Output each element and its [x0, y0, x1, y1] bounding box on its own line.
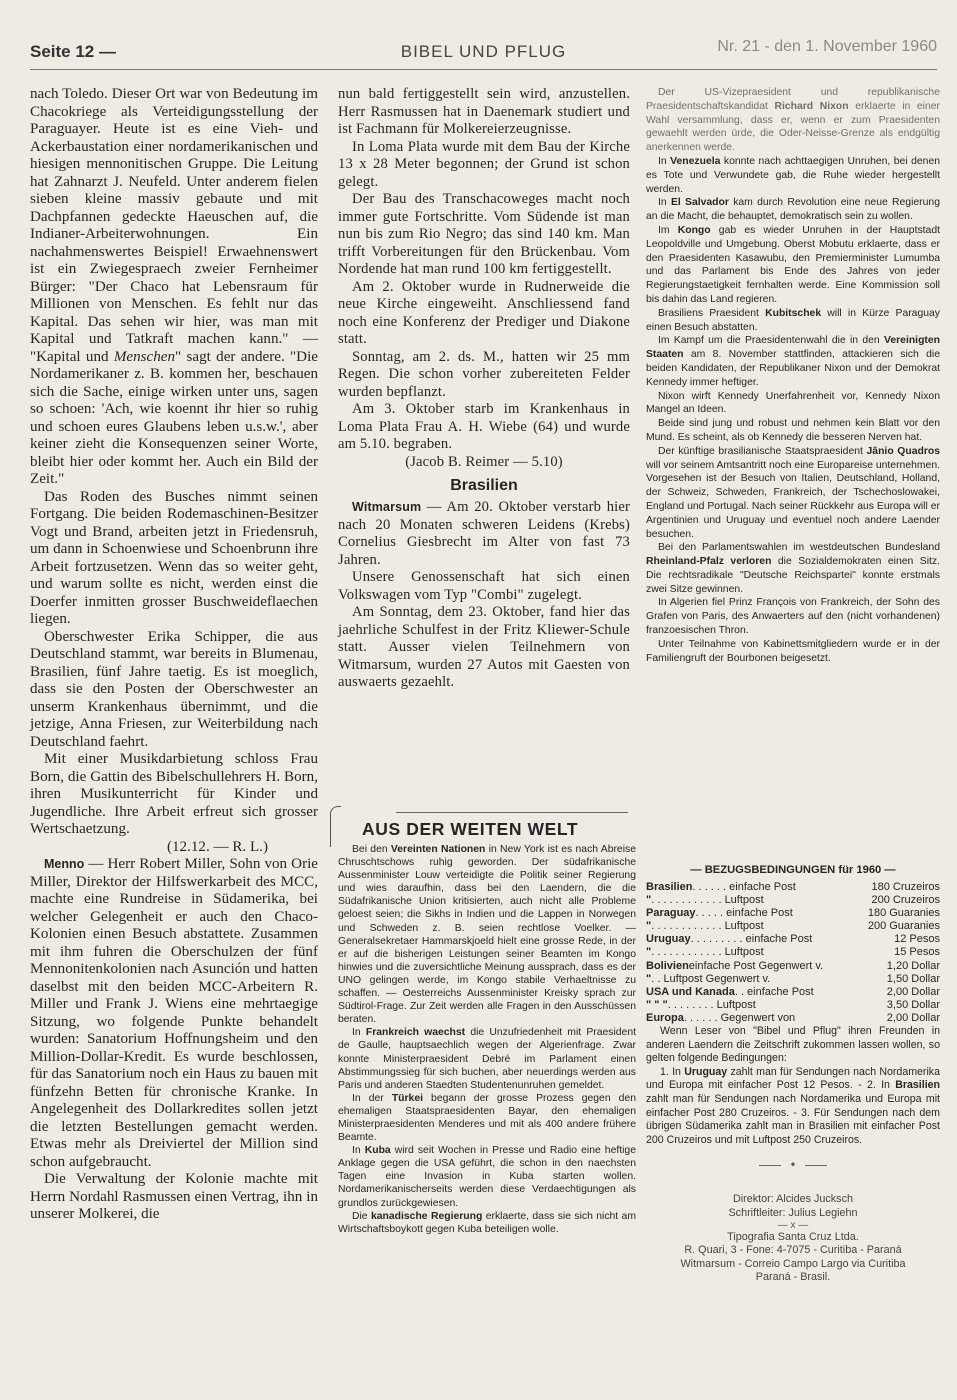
- paragraph: Das Roden des Busches nimmt seinen Fortgang. Die beiden Rodemaschinen-Besitzer Vogt und Brand, arbeiten jetzt in Friedensruh, um dann in Schoenwiese und Schoenbrunn ihre Arbeit fortzusetzen. Wenn das so weiter geht, und warum sollte es nicht, werden einst die Doerfer inmitten grosser Buschweideflaechen liegen.: [30, 488, 318, 627]
- section-heading-brasilien: Brasilien: [450, 477, 518, 494]
- header-rule: [30, 69, 937, 70]
- issue-date: Nr. 21 - den 1. November 1960: [717, 38, 937, 55]
- paragraph: Wenn Leser von "Bibel und Pflug" ihren Freunden in anderen Laendern die Zeitschrift zukommen lassen wollen, so gelten folgende Bedingungen:: [646, 1025, 940, 1065]
- paragraph: Am Sonntag, dem 23. Oktober, fand hier das jaehrliche Schulfest in der Fritz Kliewer-Schule statt. Ausser vielen Teilnehmern von Witmarsum, wurden 27 Autos mit Gaesten von auswaerts gezaehlt.: [338, 604, 630, 690]
- imprint-address: R. Quari, 3 - Fone: 4-7075 - Curitiba - Paraná: [684, 1244, 902, 1257]
- imprint-printer: Tipografia Santa Cruz Ltda.: [727, 1230, 859, 1243]
- subscription-box: [646, 864, 940, 1285]
- paragraph: Die Verwaltung der Kolonie machte mit Herrn Nordahl Rasmussen einen Vertrag, ihn in unserer Molkerei, die: [30, 1171, 318, 1222]
- rate-row: Brasilien . . . . . . einfache Post 180 Cruzeiros: [646, 881, 940, 893]
- section-rule: [396, 812, 628, 813]
- rate-row: Bolivien einfache Post Gegenwert v. 1,20 Dollar: [646, 959, 940, 972]
- page-header: [30, 36, 937, 66]
- paragraph: In Venezuela konnte nach achttaegigen Unruhen, bei denen es Tote und Verwundete gab, die Ruhe wieder hergestellt werden.: [646, 155, 941, 195]
- signature: (Jacob B. Reimer — 5.10): [405, 453, 563, 470]
- column-2: [338, 86, 630, 692]
- paragraph: Sonntag, am 2. ds. M., hatten wir 25 mm Regen. Die schon vorher zubereiteten Felder wurden bepflanzt.: [338, 348, 630, 400]
- place-lead: Witmarsum: [352, 500, 422, 514]
- rate-row: Uruguay . . . . . . . . . einfache Post 12 Pesos: [646, 933, 940, 946]
- imprint-separator: — x —: [777, 1219, 809, 1231]
- paragraph: Unsere Genossenschaft hat sich einen Volkswagen vom Typ "Combi" zugelegt.: [338, 569, 630, 603]
- rate-row: Europa . . . . . . Gegenwert von 2,00 Dollar: [646, 1011, 940, 1024]
- paragraph: Im Kampf um die Praesidentenwahl die in den Vereinigten Staaten am 8. November stattfinden, attackieren sich die beiden Kandidaten, der Republikaner Nixon und der Demokrat Kennedy immer heftiger.: [646, 335, 940, 388]
- rate-row: " . . Luftpost Gegenwert v. 1,50 Dollar: [646, 972, 940, 985]
- paragraph: Im Kongo gab es wieder Unruhen in der Hauptstadt Leopoldville und Umgebung. Oberst Mobutu erklaerte, dass er den Praesidenten Kasawubu, den Premierminister Lumumba und das Parlament bis Ende des Jahres von jeder Regierungstaetigkeit fernhalten werde. Eine Kommission soll bis dahin das Land regieren.: [646, 224, 940, 305]
- column-3: [646, 86, 940, 665]
- paragraph: Mit einer Musikdarbietung schloss Frau Born, die Gattin des Bibelschullehrers H. Born, ihren Musikunterricht für Kinder und Jugendliche. Ihre Arbeit erfreut sich grosser Wertschaetzung.: [30, 751, 318, 837]
- paragraph: In Frankreich waechst die Unzufriedenheit mit Praesident de Gaulle, hauptsaechlich wegen der Algerienfrage. Zwar konnte Ministerpraesident Debré im Parlament einen Abstimmungssieg für sich buchen, aber neuerdings werden aus Paris und anderen Staedten Studentenunruhen gemeldet.: [338, 1027, 636, 1091]
- paragraph-witmarsum: Witmarsum — Am 20. Oktober verstarb hier nach 20 Monaten schweren Leidens (Krebs) Cornelius Giesbrecht im Alter von fast 73 Jahren.: [338, 499, 630, 568]
- subscription-heading: — BEZUGSBEDINGUNGEN für 1960 —: [690, 864, 896, 876]
- signature: (12.12. — R. L.): [166, 838, 268, 855]
- page-number: Seite 12 —: [30, 42, 116, 61]
- imprint-editor: Schriftleiter: Julius Legiehn: [728, 1206, 858, 1219]
- rate-row: " . . . . . . . . . . . . Luftpost 200 Cruzeiros: [646, 894, 940, 907]
- paragraph: In El Salvador kam durch Revolution eine neue Regierung an die Macht, die behauptet, demokratisch sein zu wollen.: [646, 197, 940, 223]
- imprint-address: Witmarsum - Correio Campo Largo via Curitiba: [680, 1257, 906, 1270]
- rate-row: " " " . . . . . . . . Luftpost 3,50 Dollar: [646, 998, 940, 1011]
- column-1: [30, 86, 318, 1224]
- paragraph: 1. In Uruguay zahlt man für Sendungen nach Nordamerika und Europa mit einfacher Post 12 Pesos. - 2. In Brasilien zahlt man für Sendungen nach Nordamerika und Europa mit einfacher Post 280 Cruzeiros. - 3. Für Sendungen nach dem übrigen Südamerika zahlt man in Brasilien mit einfacher Post 200 Cruzeiros und mit Luftpost 250 Cruzeiros.: [646, 1065, 940, 1146]
- rate-list: [646, 881, 940, 1025]
- paragraph: In Loma Plata wurde mit dem Bau der Kirche 13 x 28 Meter begonnen; der Grund ist schon gelegt.: [338, 138, 630, 190]
- paragraph: Der künftige brasilianische Staatspraesident Jânio Quadros will vor seinem Amtsantritt noch eine Europareise unternehmen. Vorgesehen ist der Besuch von Italien, Deutschland, Holland, der Schweiz, Schweden, Frankreich, der Tschechoslowakei, England und Portugal. Nach seiner Rückkehr aus Europa will er Argentinien und Uruguay und eventuel noch andere Laender besuchen.: [646, 445, 941, 540]
- paragraph-menno: Menno — Herr Robert Miller, Sohn von Orie Miller, Direktor der Hilfswerkarbeit des MCC, machte eine Rundreise in Südamerika, bei welcher Gelegenheit er auch den Chaco-Kolonien einen Besuch abstattete. Zusammen mit ihm fuhren die Oberschulzen der fünf Mennonitenkolonien nach Asunción und hatten daselbst mit den beiden MCC-Arbeitern R. Miller und Frank J. Wiens eine mehrtaegige Sitzung, wo folgende Punkte behandelt wurden: Sanatorium Hoffnungsheim und den Million-Dollar-Kredit. Es wurde beschlossen, für das Sanatorium noch ein Haus zu bauen mit fünfzehn Betten für chronische Kranke. In Angelegenheit des Dollarkredites sollen jetzt die letzten Bestellungen gemacht werden. Etwas mehr als Dreiviertel der Million sind schon aufgebraucht.: [30, 856, 318, 1170]
- world-news-section: [338, 812, 636, 1236]
- section-heading-world: AUS DER WEITEN WELT: [362, 819, 579, 839]
- paragraph: Die kanadische Regierung erklaerte, dass sie sich nicht am Wirtschaftsboykott gegen Kuba beteiligen wolle.: [338, 1210, 636, 1235]
- paragraph: Unter Teilnahme von Kabinettsmitgliedern wurde er in der Familiengruft der Bourbonen beigesetzt.: [646, 638, 940, 664]
- imprint-address: Paraná - Brasil.: [755, 1271, 831, 1284]
- paragraph: Am 2. Oktober wurde in Rudnerweide die neue Kirche eingeweiht. Anschliessend fand noch eine Konferenz der Prediger und Diakone statt.: [338, 278, 630, 347]
- rate-row: " . . . . . . . . . . . . Luftpost 15 Pesos: [646, 946, 940, 959]
- paragraph: In der Türkei begann der grosse Prozess gegen den ehemaligen Staatspraesidenten Bayar, den ehemaligen Ministerpraesidenten Menderes und mit als 400 andere frühere Beamte.: [338, 1092, 636, 1144]
- paragraph: Oberschwester Erika Schipper, die aus Deutschland stammt, war bereits in Blumenau, Brasilien, fünf Jahre taetig. Es ist moeglich, dass sie den Posten der Oberschwester an unserm Krankenhaus übernimmt, und die jetzige, Anna Friesen, zur Weiterbildung nach Deutschland faehrt.: [30, 628, 318, 750]
- paragraph: In Kuba wird seit Wochen in Presse und Radio eine heftige Anklage gegen die USA geführt, die schon in den naechsten Tagen eine Invasion in Kuba starten wollen. Nordamerikanischerseits werden diese Verdaechtigungen als grundlos zurückgewiesen.: [338, 1145, 636, 1209]
- paragraph: nun bald fertiggestellt sein wird, anzustellen. Herr Rasmussen hat in Daenemark studiert und ist Fachmann für Molkereierzeugnisse.: [338, 86, 630, 137]
- place-lead: Menno: [44, 857, 85, 871]
- paragraph: Der Bau des Transchacoweges macht noch immer gute Fortschritte. Vom Südende ist man nun bis zum Rio Negro; das sind 140 km. Man trifft Vorbereitungen für den Brückenbau. Vom Nordende hat man rund 100 km fertiggestellt.: [338, 191, 630, 277]
- paragraph: Beide sind jung und robust und nehmen kein Blatt vor den Mund. Es scheint, als ob Kennedy die besseren Nerven hat.: [646, 418, 940, 443]
- publication-title: BIBEL UND PFLUG: [400, 42, 567, 61]
- paragraph: Der US-Vizepraesident und republikanische Praesidentschaftskandidat Richard Nixon erklaerte in einer Wahl versammlung, dass er, wenn er zum Praesidenten gewaehlt werden ürde, die Oder-Neisse-Grenze als endgültig anerkennen werde.: [646, 87, 940, 154]
- paragraph: In Algerien fiel Prinz François von Frankreich, der Sohn des Grafen von Paris, des Anwaerters auf den (nicht vorhandenen) franzoesischen Thron.: [646, 597, 940, 637]
- rate-row: " . . . . . . . . . . . . Luftpost 200 Guaranies: [646, 920, 940, 933]
- paragraph: Bei den Parlamentswahlen im westdeutschen Bundesland Rheinland-Pfalz verloren die Sozialdemokraten einen Sitz. Die rechtsradikale "Deutsche Reichspartei" konnte erstmals zwei Sitze gewinnen.: [646, 542, 941, 595]
- rate-row: USA und Kanada . . einfache Post 2,00 Dollar: [646, 985, 940, 998]
- rate-row: Paraguay . . . . . einfache Post 180 Guaranies: [646, 907, 940, 920]
- paragraph: nach Toledo. Dieser Ort war von Bedeutung im Chacokriege als Verteidigungsstellung der Paraguayer. Heute ist es eine Vieh- und Ackerbaustation einer nordamerikanischen und hiesigen mennonitischen Gruppe. Die Leitung hat Zahnarzt J. Neufeld. Unter anderem fielen sieben kleine massiv gebaute und mit Dachpfannen gedeckte Haeuschen auf, die Indianer-Arbeiterwohnungen. Ein nachahmenswertes Beispiel! Erwaehnenswert ist ein Zwiegespraech zweier Fernheimer Bürger: "Der Chaco hat Lebensraum für Millionen von Menschen. Es fehlt nur das Kapital. Das sehen wir hier, was man mit Kapital und Tatkraft machen kann." — "Kapital und Menschen" sagt der andere. "Die Nordamerikaner z. B. kommen her, beschauen sich die Sache, einige wirken unter uns, sagen so schoen: 'Ach, wie koennt ihr hier so ruhig und schoen eures Glaubens leben u.s.w.', aber keiner zieht die Konsequenzen seiner Worte, bleibt hier oder kommt her. Auch ein Bild der Zeit.": [30, 86, 318, 487]
- paragraph: Bei den Vereinten Nationen in New York ist es nach Abreise Chruschtschows ruhig geworden. Der südafrikanische Aussenminister Louw verteidigte die Politik seiner Regierung und wies daraufhin, dass bei den Laendern, die die Südafrikanische Union kritisierten, auch nicht alle Probleme geloest seien; die Sikhs in Indien und die Lappen in Norwegen und Schweden z. B. seien rechtlose Voelker. — Generalsekretaer Hammarskjoeld hielt eine grosse Rede, in der er auf die bisherigen Leistungen seiner Beamten im Kongo hinwies und die zuversichtliche Meinung aussprach, dass es der UNO gelingen werde, im Kongo stabile Verhaeltnisse zu schaffen. — Oesterreichs Aussenminister Kreisky sprach zur Südtirol-Frage. Zur Zeit werden alle Fragen in den Ausschüssen beraten.: [338, 844, 636, 1026]
- imprint-director: Direktor: Alcides Jucksch: [732, 1193, 853, 1206]
- paragraph: Nixon wirft Kennedy Unerfahrenheit vor, Kennedy Nixon Mangel an Ideen.: [646, 390, 940, 416]
- separator: •: [646, 1157, 940, 1171]
- paragraph: Am 3. Oktober starb im Krankenhaus in Loma Plata Frau A. H. Wiebe (64) und wurde am 5.10. begraben.: [338, 401, 630, 452]
- paragraph: Brasiliens Praesident Kubitschek will in Kürze Paraguay einen Besuch abstatten.: [646, 307, 940, 333]
